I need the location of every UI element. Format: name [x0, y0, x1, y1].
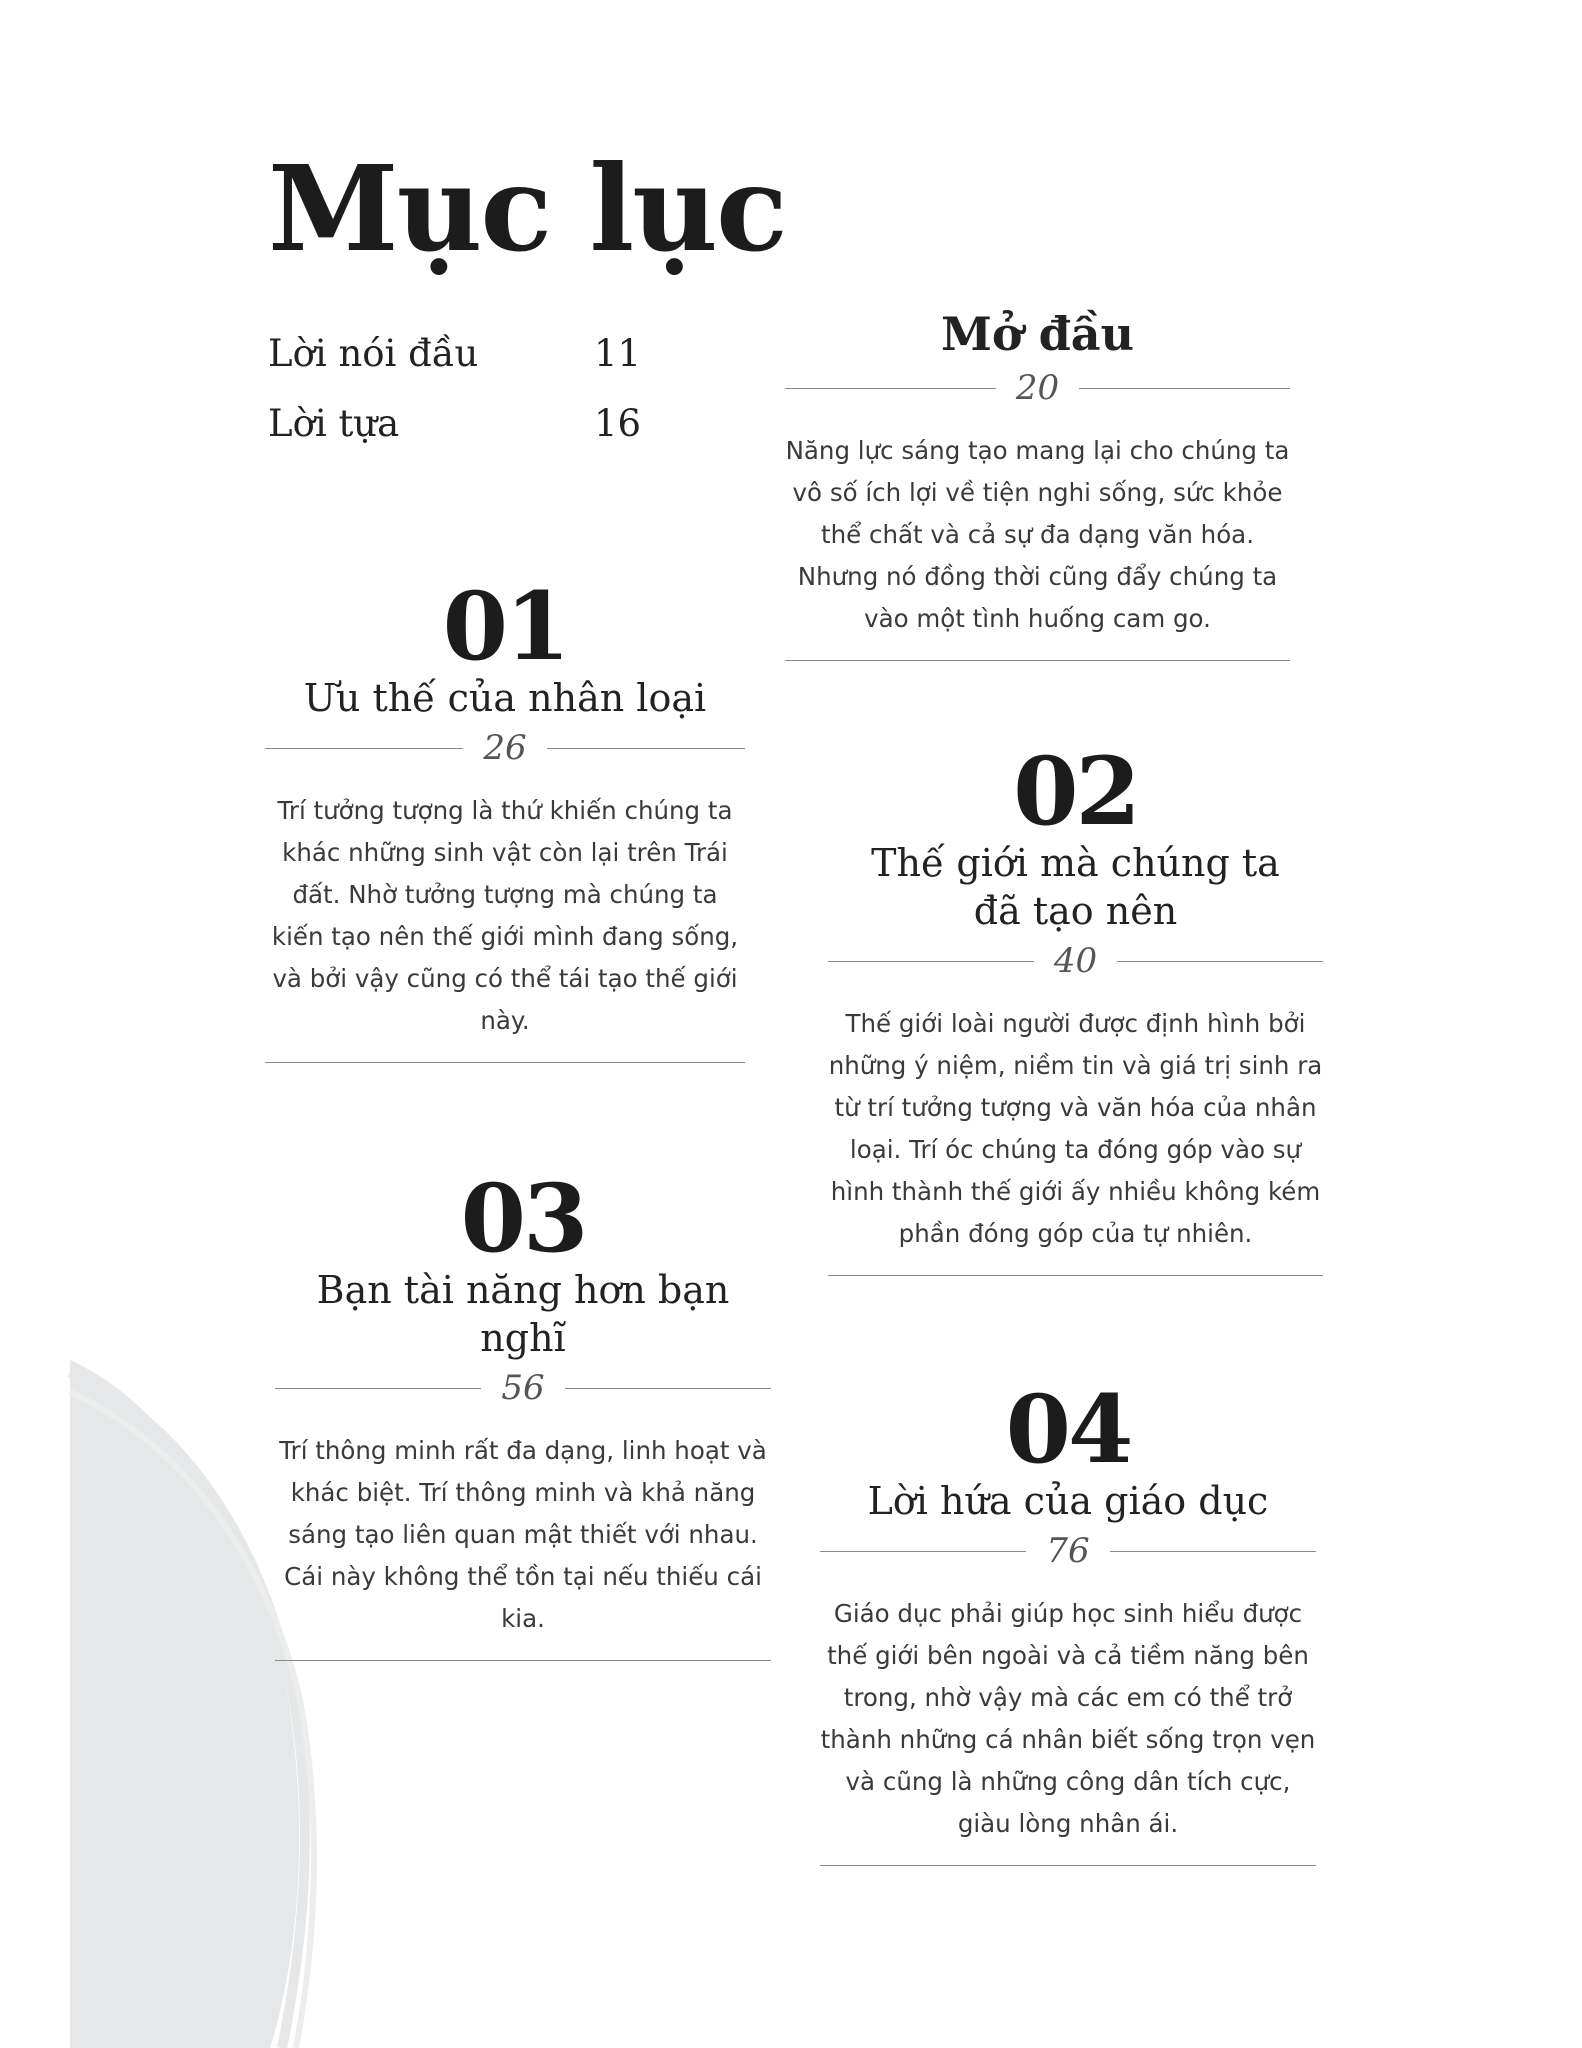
front-matter-list — [268, 318, 648, 458]
intro-section[interactable] — [785, 306, 1290, 661]
front-matter-page: 11 — [594, 331, 642, 375]
chapter-04[interactable] — [820, 1375, 1316, 1866]
front-matter-label: Lời nói đầu — [268, 331, 479, 375]
chapter-page-row — [265, 724, 745, 772]
divider — [820, 1865, 1316, 1866]
chapter-title: Bạn tài năng hơn bạn nghĩ — [316, 1268, 730, 1360]
divider — [565, 1388, 771, 1389]
chapter-title: Ưu thế của nhân loại — [303, 676, 707, 720]
chapter-page-row — [275, 1364, 771, 1412]
intro-title: Mở đầu — [940, 307, 1135, 361]
page-title: Mục lục — [268, 139, 786, 278]
divider — [820, 1551, 1026, 1552]
chapter-title: Thế giới mà chúng ta đã tạo nên — [871, 841, 1280, 933]
chapter-title: Lời hứa của giáo dục — [867, 1479, 1269, 1523]
chapter-number: 01 — [442, 572, 568, 682]
divider — [785, 388, 996, 389]
intro-page-row — [785, 364, 1290, 412]
chapter-02[interactable] — [828, 737, 1323, 1276]
chapter-page: 76 — [1046, 1531, 1090, 1571]
front-matter-page: 16 — [594, 401, 642, 445]
divider — [1110, 1551, 1316, 1552]
chapter-description: Trí thông minh rất đa dạng, linh hoạt và khác biệt. Trí thông minh và khả năng sáng tạo liên quan mật thiết với nhau. Cái này không thể tồn tại nếu thiếu cái kia. — [279, 1436, 767, 1633]
chapter-number: 02 — [1013, 737, 1138, 847]
front-matter-item[interactable] — [268, 318, 648, 388]
chapter-description: Trí tưởng tượng là thứ khiến chúng ta khác những sinh vật còn lại trên Trái đất. Nhờ tưởng tượng mà chúng ta kiến tạo nên thế giới mình đang sống, và bởi vậy cũng có thể tái tạo thế giới này. — [271, 796, 739, 1035]
chapter-page: 40 — [1053, 941, 1098, 981]
chapter-page-row — [820, 1527, 1316, 1575]
chapter-number: 03 — [460, 1164, 586, 1274]
chapter-01[interactable] — [265, 572, 745, 1063]
chapter-page: 56 — [501, 1368, 545, 1408]
divider — [785, 660, 1290, 661]
divider — [547, 748, 745, 749]
divider — [1079, 388, 1290, 389]
intro-description: Năng lực sáng tạo mang lại cho chúng ta vô số ích lợi về tiện nghi sống, sức khỏe thể chất và cả sự đa dạng văn hóa. Nhưng nó đồng thời cũng đẩy chúng ta vào một tình huống cam go. — [785, 436, 1290, 633]
chapter-page: 26 — [483, 728, 527, 768]
divider — [265, 1062, 745, 1063]
chapter-number: 04 — [1005, 1375, 1131, 1485]
divider — [828, 961, 1034, 962]
divider — [275, 1388, 481, 1389]
chapter-03[interactable] — [275, 1164, 771, 1661]
divider — [265, 748, 463, 749]
divider — [275, 1660, 771, 1661]
intro-page: 20 — [1015, 368, 1060, 408]
chapter-page-row — [828, 937, 1323, 985]
chapter-description: Giáo dục phải giúp học sinh hiểu được thế giới bên ngoài và cả tiềm năng bên trong, nhờ vậy mà các em có thể trở thành những cá nhân biết sống trọn vẹn và cũng là những công dân tích cực, giàu lòng nhân ái. — [820, 1599, 1316, 1838]
front-matter-label: Lời tựa — [268, 401, 400, 445]
chapter-description: Thế giới loài người được định hình bởi những ý niệm, niềm tin và giá trị sinh ra từ trí tưởng tượng và văn hóa của nhân loại. Trí óc chúng ta đóng góp vào sự hình thành thế giới ấy nhiều không kém phần đóng góp của tự nhiên. — [828, 1009, 1323, 1248]
divider — [828, 1275, 1323, 1276]
divider — [1117, 961, 1323, 962]
front-matter-item[interactable] — [268, 388, 648, 458]
